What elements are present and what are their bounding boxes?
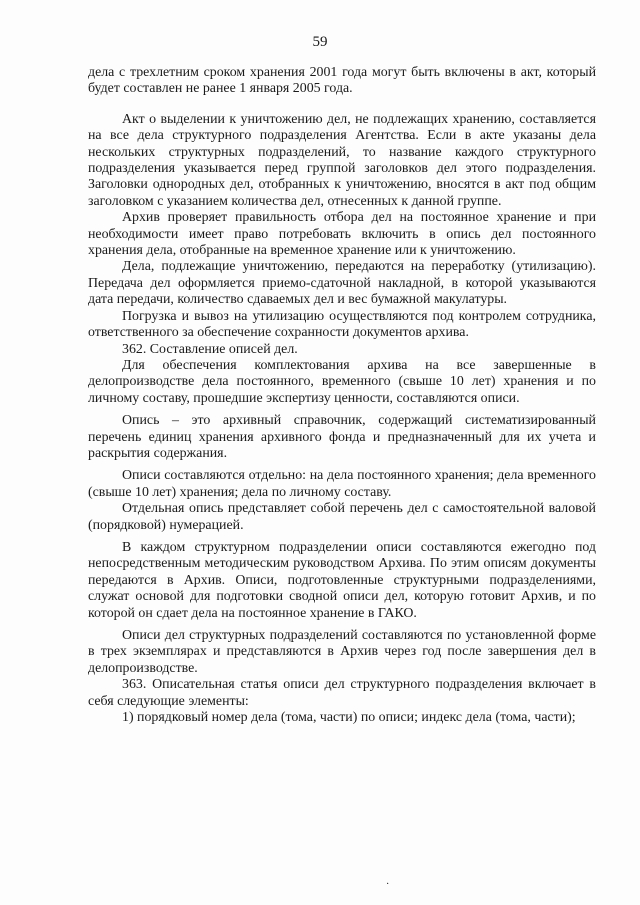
paragraph: Дела, подлежащие уничтожению, передаются на переработку (утилизацию). Передача дел оформляется приемо-сдаточной накладной, в которой указываются дата передачи, количество сдаваемых дел и вес бумажной макулатуры. [88, 259, 596, 308]
document-body [88, 65, 596, 726]
paragraph: В каждом структурном подразделении описи составляются ежегодно под непосредственным методическим руководством Архива. По этим описям документы передаются в Архив. Описи, подготовленные структурными подразделениями, служат основой для подготовки сводной описи дел, которую готовит Архив, и по которой он сдает дела на постоянное хранение в ГАКО. [88, 539, 596, 621]
list-item: 1) порядковый номер дела (тома, части) по описи; индекс дела (тома, части); [122, 710, 576, 726]
paragraph: Для обеспечения комплектования архива на все завершенные в делопроизводстве дела постоянного, временного (свыше 10 лет) хранения и по личному составу, прошедшие экспертизу ценности, составляются описи. [88, 357, 596, 406]
section-heading-363: 363. Описательная статья описи дел структурного подразделения включает в себя следующие элементы: [88, 677, 596, 709]
paragraph: Погрузка и вывоз на утилизацию осуществляются под контролем сотрудника, ответственного за обеспечение сохранности документов архива. [88, 308, 596, 341]
paragraph-continuation: дела с трехлетним сроком хранения 2001 года могут быть включены в акт, который будет составлен не ранее 1 января 2005 года. [88, 65, 596, 97]
paragraph: Опись – это архивный справочник, содержащий систематизированный перечень единиц хранения архивного фонда и предназначенный для их учета и раскрытия содержания. [88, 413, 596, 461]
paragraph: Архив проверяет правильность отбора дел на постоянное хранение и при необходимости имеет право потребовать включить в опись дел постоянного хранения дела, отобранные на временное хранение или к уничтожению. [88, 210, 596, 259]
paragraph: Описи составляются отдельно: на дела постоянного хранения; дела временного (свыше 10 лет) хранения; дела по личному составу. [88, 468, 596, 500]
paragraph: Описи дел структурных подразделений составляются по установленной форме в трех экземплярах и представляются в Архив через год после завершения дел в делопроизводстве. [88, 628, 596, 676]
section-heading-362: 362. Составление описей дел. [122, 341, 298, 357]
paragraph: Акт о выделении к уничтожению дел, не подлежащих хранению, составляется на все дела структурного подразделения Агентства. Если в акте указаны дела нескольких структурных подразделений, то название каждого структурного подразделения указывается перед группой заголовков дел этого подразделения. Заголовки однородных дел, отобранных к уничтожению, вносятся в акт под общим заголовком с указанием количества дел, отнесенных к данной группе. [88, 111, 596, 209]
page-number: 59 [312, 34, 328, 50]
scan-mark: · [386, 879, 390, 890]
paragraph: Отдельная опись представляет собой перечень дел с самостоятельной валовой (порядковой) нумерацией. [88, 501, 596, 533]
